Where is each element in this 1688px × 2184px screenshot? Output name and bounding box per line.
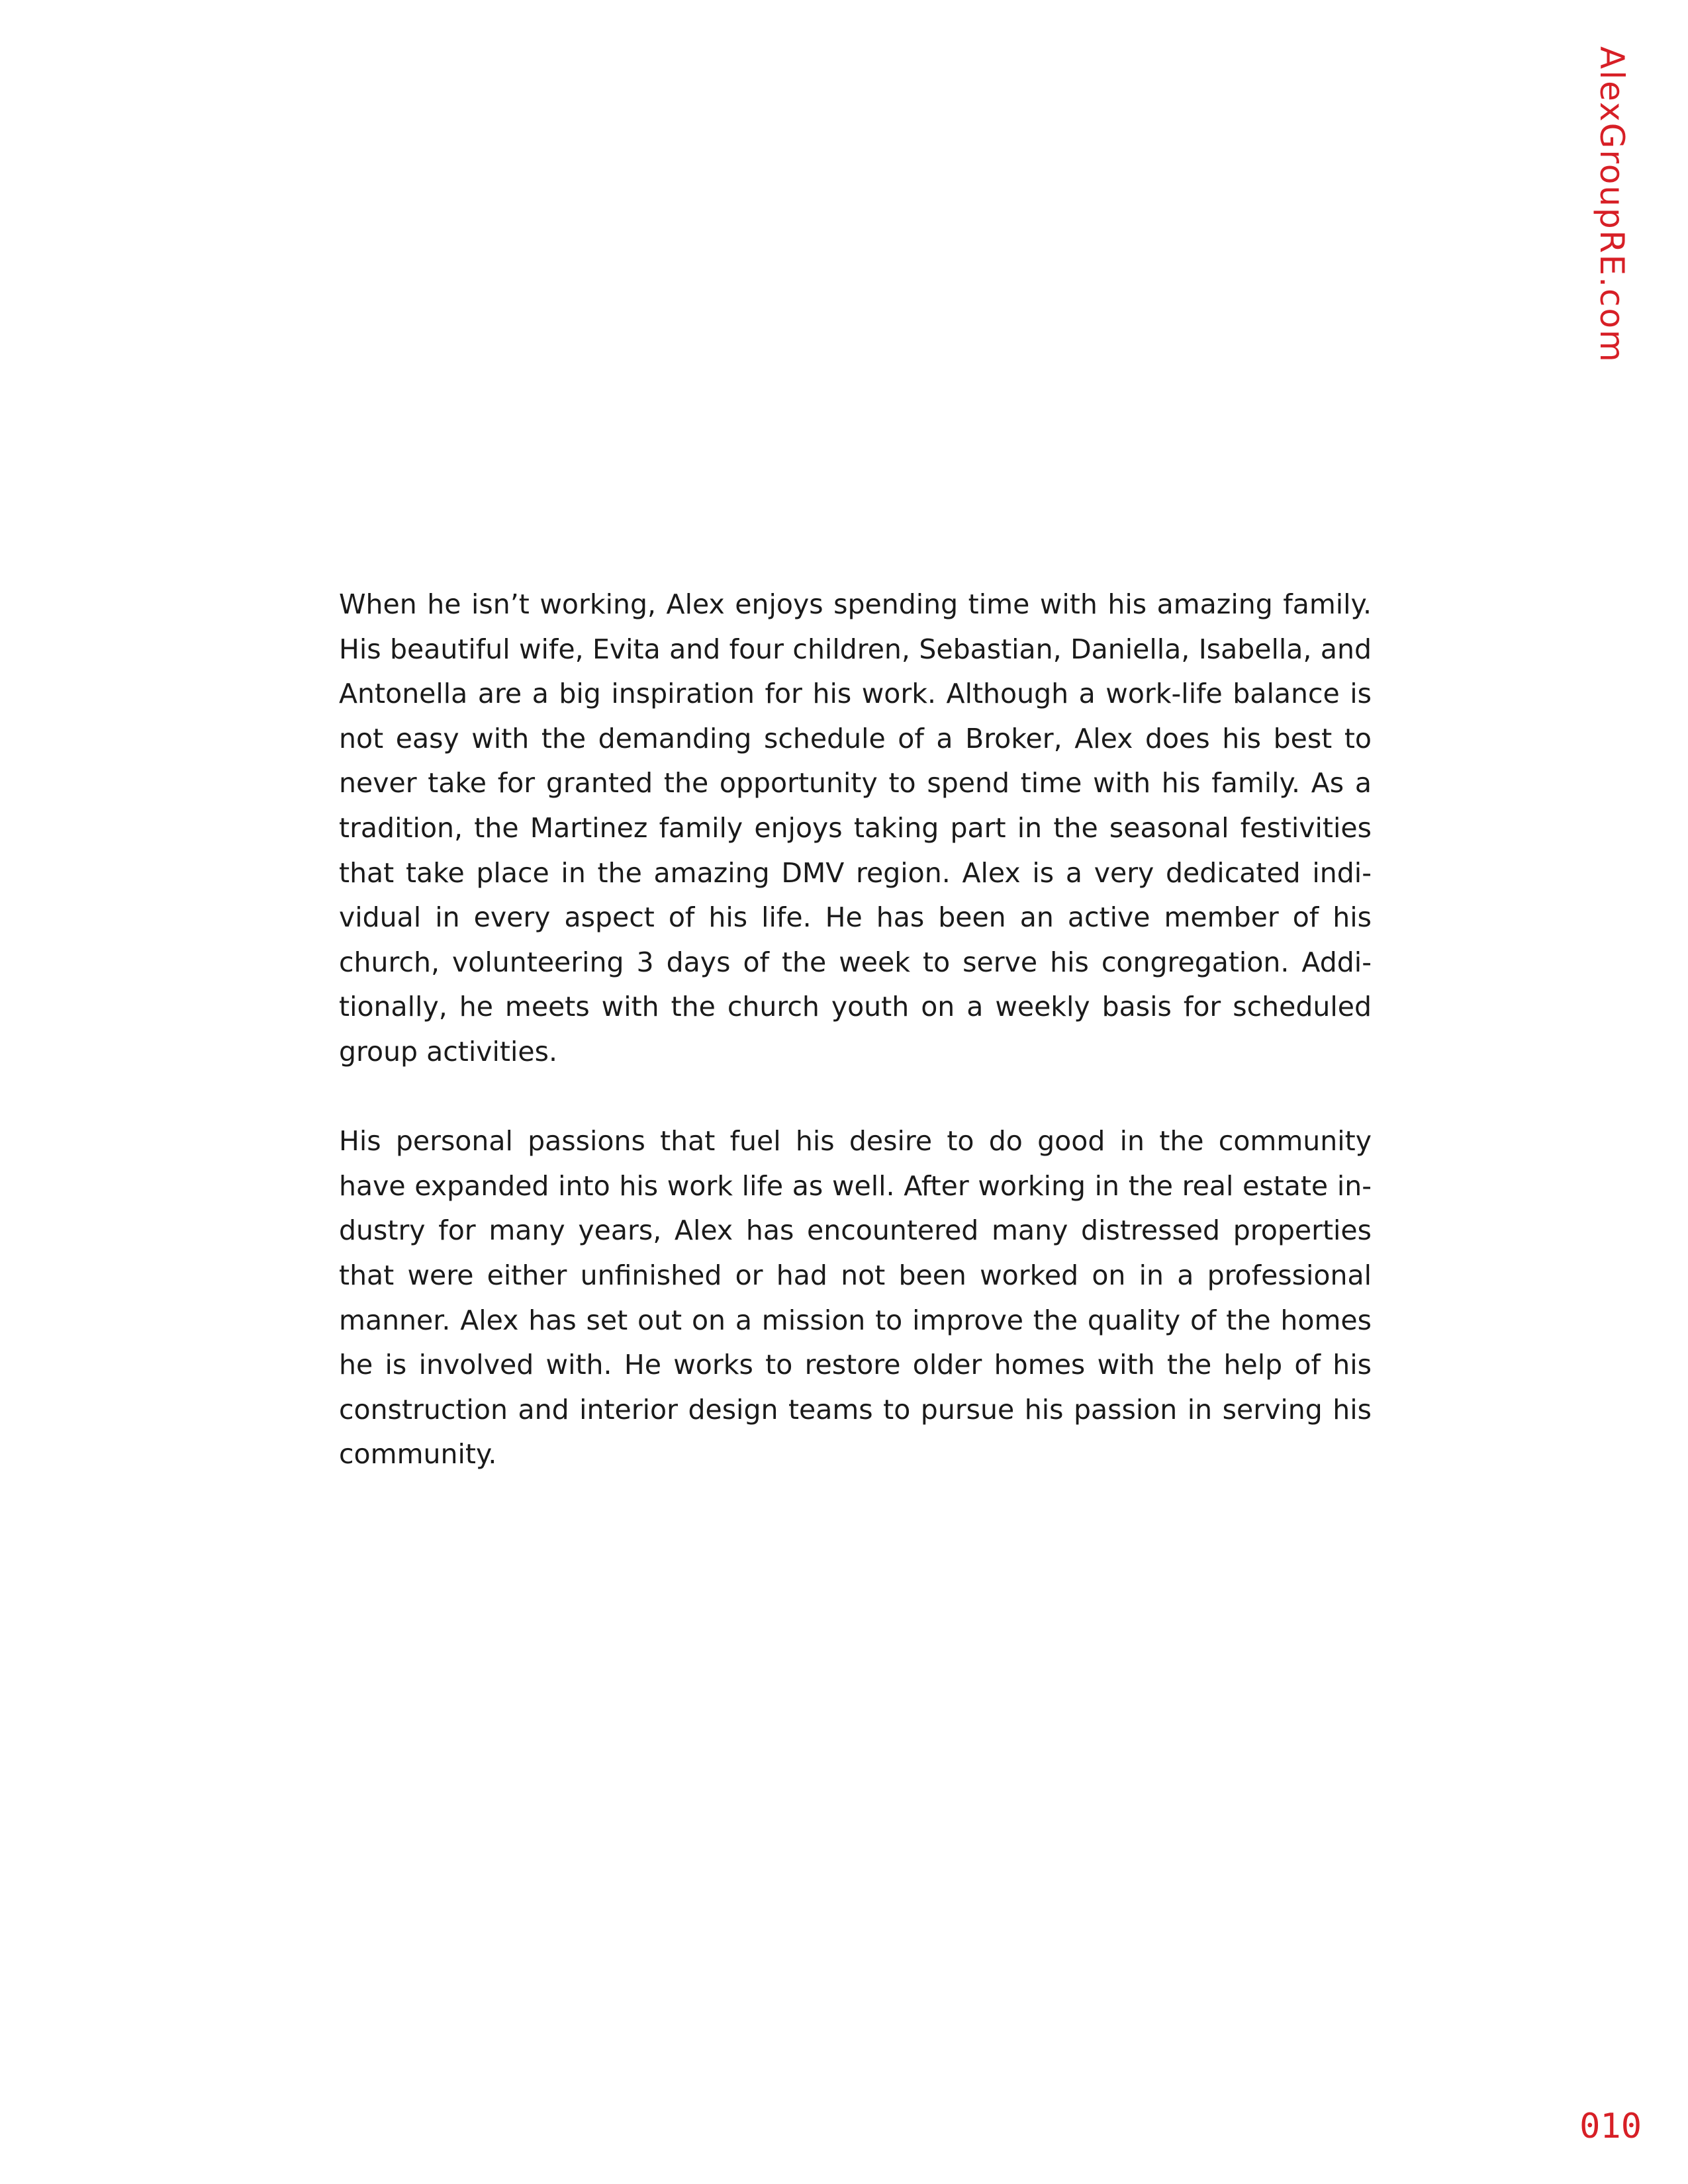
body-text: [339, 582, 1372, 1477]
paragraph-passions: His personal passions that fuel his desire to do good in the community have expanded into his work life as well. After working in the real estate industry for many years, Alex has encountered many distressed properties that were either unfinished or had not been worked on in a professional manner. Alex has set out on a mission to improve the quality of the homes he is involved with. He works to restore older homes with the help of his construction and interior design teams to pursue his passion in serving his community.: [339, 1125, 1372, 1471]
site-url-vertical: AlexGroupRE.com: [1593, 46, 1631, 363]
paragraph-family: When he isn’t working, Alex enjoys spending time with his amazing family. His beautiful wife, Evita and four children, Sebastian, Daniella, Isabella, and Antonella are a big inspiration for his work. Although a work-life balance is not easy with the demanding schedule of a Broker, Alex does his best to never take for granted the opportunity to spend time with his family. As a tradition, the Martinez family enjoys taking part in the seasonal festivities that take place in the amazing DMV region. Alex is a very dedicated individual in every aspect of his life. He has been an active member of his church, volunteering 3 days of the week to serve his congregation. Additionally, he meets with the church youth on a weekly basis for scheduled group activities.: [339, 588, 1372, 1068]
page-number: 010: [1579, 2107, 1642, 2146]
